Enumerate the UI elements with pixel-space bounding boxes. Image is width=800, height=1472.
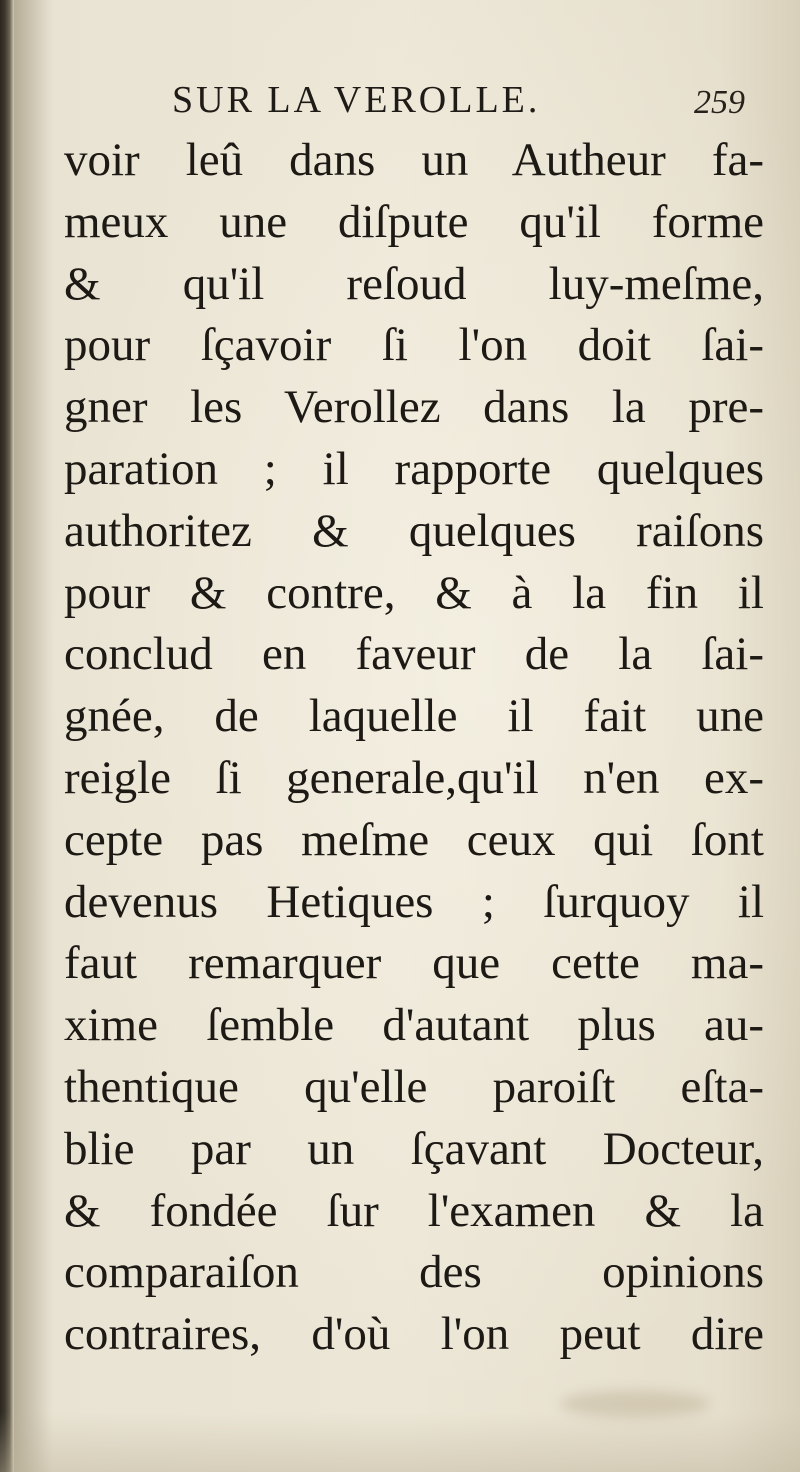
page-bottom-shade (0, 1412, 800, 1472)
text-line: blie par un ſçavant Docteur, (64, 1122, 764, 1175)
binding-edge (0, 0, 14, 1472)
text-line: voir leû dans un Autheur fa- (64, 134, 764, 186)
page-number: 259 (694, 84, 745, 121)
text-line: contraires, d'où l'on peut dire (64, 1308, 764, 1361)
body-text (64, 130, 764, 1366)
page-header (0, 74, 800, 134)
text-line: reigle ſi generale,qu'il n'en ex- (64, 751, 764, 804)
text-line: gnée, de laquelle il fait une (64, 690, 764, 743)
text-line: paration ; il rapporte quelques (64, 442, 764, 495)
text-line: & fondée ſur l'examen & la (64, 1184, 764, 1237)
text-line: faut remarquer que cette ma- (64, 937, 764, 990)
text-line: & qu'il reſoud luy-meſme, (64, 257, 764, 310)
binding-shadow (14, 0, 54, 1472)
text-line: gner les Verollez dans la pre- (64, 381, 764, 434)
text-line: cepte pas meſme ceux qui ſont (64, 813, 764, 866)
text-line: conclud en faveur de la ſai- (64, 628, 764, 681)
running-title: SUR LA VEROLLE. (172, 79, 541, 121)
text-line: pour ſçavoir ſi l'on doit ſai- (64, 319, 764, 372)
text-line: comparaiſon des opinions (64, 1246, 764, 1299)
text-line: thentique qu'elle paroiſt eſta- (64, 1060, 764, 1113)
text-line: pour & contre, & à la fin il (64, 566, 764, 619)
text-line: xime ſemble d'autant plus au- (64, 999, 764, 1052)
text-line: authoritez & quelques raiſons (64, 504, 764, 557)
text-line: meux une diſpute qu'il forme (64, 195, 764, 248)
text-line: devenus Hetiques ; ſurquoy il (64, 875, 764, 928)
